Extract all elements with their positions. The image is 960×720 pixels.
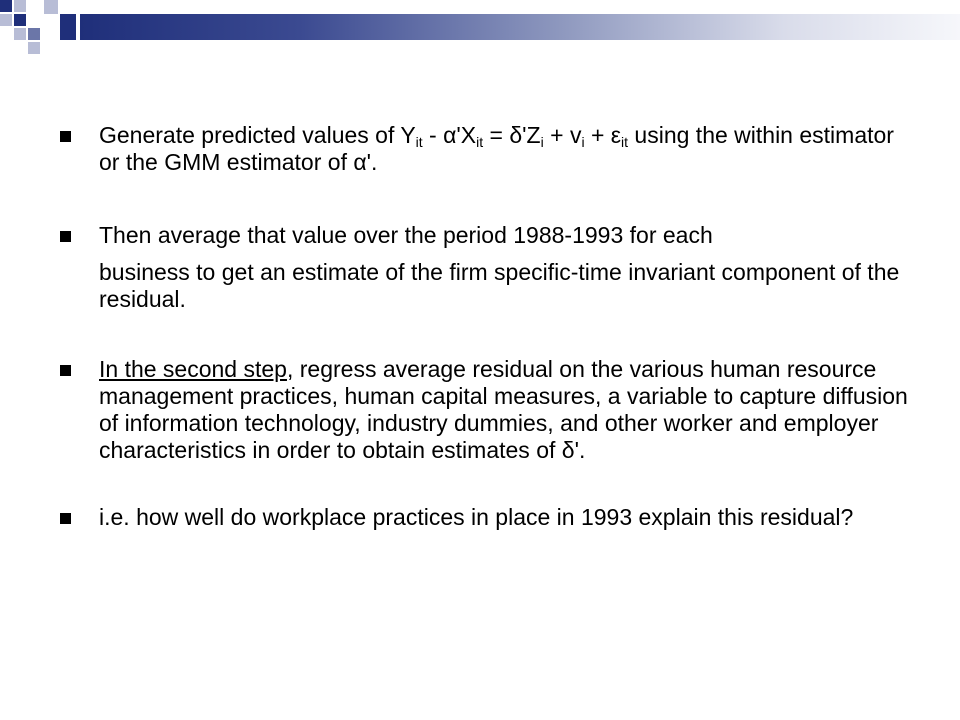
subscript: it — [476, 134, 484, 150]
header-square — [60, 14, 76, 40]
subscript: it — [621, 134, 629, 150]
header-square — [44, 0, 58, 14]
underlined-text: In the second step — [99, 356, 287, 382]
text-run: + v — [543, 122, 582, 148]
subscript: i — [581, 134, 585, 150]
bullet-text — [99, 222, 920, 313]
square-bullet-icon — [60, 365, 71, 376]
header-square — [28, 28, 40, 40]
square-bullet-icon — [60, 513, 71, 524]
text-run: = δ'Z — [483, 122, 541, 148]
bullet-item-predicted-values — [60, 122, 920, 176]
header-square — [14, 0, 26, 12]
subscript: i — [540, 134, 544, 150]
bullet-text: i.e. how well do workplace practices in place in 1993 explain this residual? — [99, 504, 854, 530]
bullet-item-second-step — [60, 356, 920, 464]
bullet-text — [99, 122, 894, 175]
bullet-item-average-value — [60, 222, 920, 313]
slide-body — [60, 122, 920, 531]
text-run: , regress average residual on the various human resource management practices, human capital measures, a variable to capture diffusion of information technology, industry dummies, and other worker and employer characteristics in order to obtain estimates of δ'. — [99, 356, 908, 463]
subscript: it — [415, 134, 423, 150]
bullet-item-workplace-practices — [60, 504, 920, 531]
header-square — [0, 0, 12, 12]
header-square — [0, 14, 12, 26]
text-run: business to get an estimate of the firm specific-time invariant component of the residual. — [99, 259, 900, 312]
header-bar — [80, 14, 960, 40]
text-run: Generate predicted values of Y — [99, 122, 416, 148]
square-bullet-icon — [60, 231, 71, 242]
text-run: Then average that value over the period 1988-1993 for each — [99, 222, 713, 248]
header-square — [14, 28, 26, 40]
bullet-text — [99, 356, 908, 463]
text-run: using the within estimator or the GMM estimator of α'. — [99, 122, 894, 175]
text-run: + ε — [584, 122, 622, 148]
text-run: - α'X — [422, 122, 477, 148]
header-square — [14, 14, 26, 26]
header-square — [28, 42, 40, 54]
square-bullet-icon — [60, 131, 71, 142]
